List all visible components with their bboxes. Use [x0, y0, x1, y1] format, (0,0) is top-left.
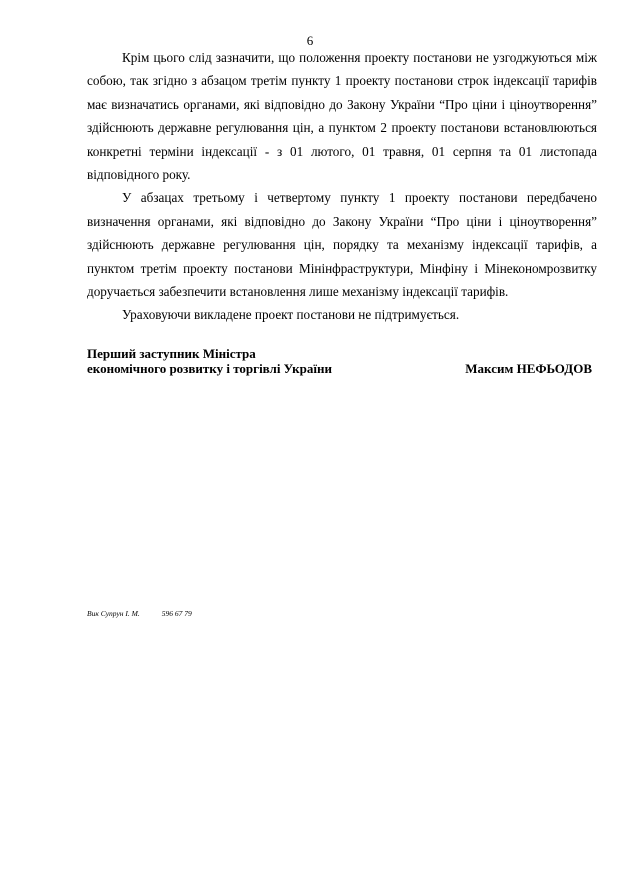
executor-name: Вик Супрун І. М. — [87, 609, 140, 618]
paragraph-1: Крім цього слід зазначити, що положення проекту постанови не узгоджуються між собою, так згідно з абзацом третім пункту 1 проекту постанови строк індексації тарифів має визначатись органами, які відповідно до Закону України “Про ціни і ціноутворення” здійснюють державне регулювання цін, а пунктом 2 проекту постанови встановлюються конкретні терміни індексації - з 01 лютого, 01 травня, 01 серпня та 01 листопада відповідного року. — [87, 50, 597, 183]
executor-phone: 596 67 79 — [161, 609, 192, 618]
signer-position-line-2: економічного розвитку і торгівлі України — [87, 361, 332, 376]
executor-note — [87, 609, 192, 618]
signature-block — [87, 346, 597, 376]
paragraph-2: У абзацах третьому і четвертому пункту 1 проекту постанови передбачено визначення органами, які відповідно до Закону України “Про ціни і ціноутворення” здійснюють державне регулювання цін, порядку та механізму індексації тарифів, а пунктом третім проекту постанови Мінінфраструктури, Мінфіну і Мінекономрозвитку доручається забезпечити встановлення лише механізму індексації тарифів. — [87, 190, 597, 300]
signer-name: Максим НЕФЬОДОВ — [465, 361, 592, 376]
page-number: 6 — [306, 33, 314, 48]
document-body — [87, 46, 597, 327]
signer-position-line-1: Перший заступник Міністра — [87, 346, 256, 361]
paragraph-3: Ураховуючи викладене проект постанови не підтримується. — [122, 307, 460, 323]
